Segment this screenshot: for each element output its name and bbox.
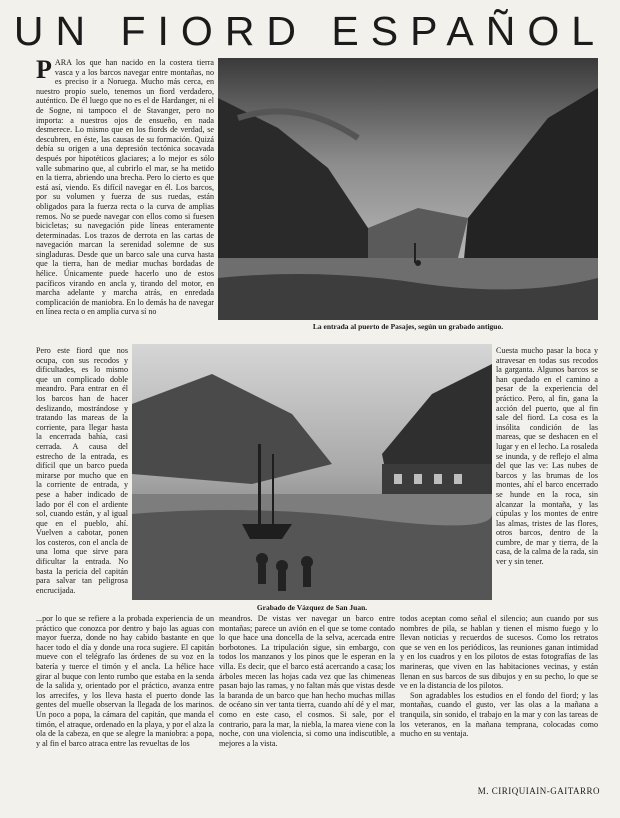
article-column-right: [496, 346, 598, 608]
article-column-bottom-left: [36, 614, 214, 792]
article-column-bottom-middle: [219, 614, 395, 792]
harbor-engraving: [132, 344, 492, 600]
article-paragraph-5: Cuesta mucho pasar la boca y atravesar en todas sus recodos la garganta. Algunos barcos se han quedado en el camino a pesar de la experiencia del práctico. Pero, al fin, gana la acción del puerto, que al fin sale del fiord. La cosa es la insólita condición de las mareas, que se deshacen en el lugar y en el lecho. La rosaleda se inunda, y de reflejo el alma del que las ve: Las nubes de barcos y las brumas de los montes, ahí el barco encerrado se hunde en la roca, sin alcanzar la montaña, y las cúpulas y los montes de entre las almas, tristes de las flores, otros barcos, dentro de la cumbre, de mar y tierra, de la casa, de la calma de la rada, sin ver y sin tener.: [496, 346, 598, 567]
fjord-entrance-engraving: [218, 58, 598, 320]
article-paragraph-7: Son agradables los estudios en el fondo del fiord; y las montañas, cuando el gusto, ver las olas a la mañana a tranquila, sin sonido, el trabajo en la mar y con las tareas de los veteranos, en la mañana temprana, colocadas como mucho en su ventaja.: [400, 690, 598, 739]
drop-cap: P: [36, 58, 52, 84]
photo-caption-1: La entrada al puerto de Pasajes, según un grabado antiguo.: [312, 322, 504, 331]
article-column-1-lower: [36, 346, 128, 614]
article-column-1: [36, 58, 214, 346]
article-paragraph-4: meandros. De vistas ver navegar un barco entre montañas; parece un avión en el que se tome contado lo que hace una doncella de la selva, acercada entre borbotones. La tripulación sigue, sin embargo, con todos los manzanos y los pinos que le esperan en la villa. Es decir, que el barco está acercando a casa; los árboles mecen las hojas cada vez que las chimeneas pasan bajo las ramas, y no faltan más que vistas desde la baranda de un barco que han hecho muchas millas de océano sin ver tanta tierra, cuando ahí dé y el mar, como en este caso, el cosmos. Si sale, por el contrario, para la mar, la niebla, la marea viene con la noche, con una violencia, si como una indiscutible, a mejores a la vista.: [219, 614, 395, 748]
article-paragraph-1: ARA los que han nacido en la costera tierra vasca y a los barcos navegar entre montañas, no es preciso ir a Noruega. Mucho más cerca, en nuestro propio suelo, tenemos un fiord verdadero, auténtico. De él luego que no es el de Hardanger, ni el de Sogne, ni tampoco el de Stavanger, pero no importa: a nuestros ojos de ensueño, en nada desmerece. Lo mismo que en los fiords de verdad, se descubren, en éste, las causas de su formación. Quizá debía su origen a una depresión tectónica socavada después por hipotéticos glaciares; a lo mejor es sólo valle submarino que, al cubrirlo el mar, se ha metido en la tierra, abriendo una brecha. Pero lo cierto es que está así, viendo. Es difícil navegar en él. Los barcos, por su volumen y fuerza de sus ruedas, están obligados para la fuerza recta o la curva de amplias remos. No se puede navegar con ellos como si fuesen bicicletas; su navegación pide líneas enteramente determinadas. Los trazos de derrota en las cartas de navegación marcan la serenidad solemne de sus singladuras. Desde que un barco sale una curva hasta que la tierra, han de mediar muchas bordadas de hélice. Únicamente puede hacerlo uno de estos pacíficos virando en ancla y, tirando del motor, en marcha adelante y marcha atrás, en enredada complicación de maniobra. En lo demás ha de navegar en línea recta o en amplia curva sí no: [36, 58, 214, 317]
photo-caption-2: Grabado de Vázquez de San Juan.: [256, 603, 368, 612]
article-paragraph-3: ...por lo que se refiere a la probada experiencia de un práctico que conozca por dentro y bajo las aguas con mayor fuerza, donde no hay cabido bastante en que hacer todo el día y donde una roca sugiere. El capitán mueve con el telégrafo las órdenes de su voz en la batería y tuerce el timón y el ancla. La hélice hace girar al buque con lento rumbo que estaba en la senda de la salida y, orientado por el práctico, avanza entre los arrecifes, y los lleva hasta el puerto donde las gentes del muelle observan la llegada de los marinos. Un poco a popa, la cámara del capitán, que manda el timón, el atraque, ordenado en la playa, y por el alza la ola de la cabeza, en que se alegre la maniobra: a popa, y al fin el barco atraca entre las revueltas de los: [36, 614, 214, 748]
article-column-bottom-right: [400, 614, 598, 784]
article-paragraph-2: Pero este fiord que nos ocupa, con sus recodos y dificultades, es lo mismo que un complicado doble meandro. Para entrar en él los barcos han de hacer deslizando, mostrándose y tratando las mareas de la corriente, para llegar hasta la encerrada bahía, casi cerrada. A causa del estrecho de la entrada, es difícil que un barco pueda mirarse por mucho que en la corriente de entrada, y pese a haber indicado de lado por él con el ardiente sol, cuando están, y al igual que en el pueblo, ahí. Vuelven a cabotar, ponen los costeros, con el ancla de una loma que sirve para dificultar la entrada. No basta la pericia del capitán para salvar tan peligrosa encrucijada.: [36, 346, 128, 595]
page-title: UN FIORD ESPAÑOL: [13, 8, 607, 54]
author-signature: M. CIRIQUIAIN-GAITARRO: [477, 786, 600, 796]
article-paragraph-6: todos aceptan como señal el silencio; aun cuando por sus nombres de pila, se hablan y tienen el mismo fuego y lo llevan noticias y recuerdos de sucesos. Como los retratos que se ven en los periódicos, las reuniones ganan intimidad y en los cuadros y en los pilotos de estas fotografías de las marineras, que viven en las habitaciones vecinas, y están llenan en sus barcos de sus dibujos y en su pecho, lo que se ve en la distancia de los pilotos.: [400, 614, 598, 691]
